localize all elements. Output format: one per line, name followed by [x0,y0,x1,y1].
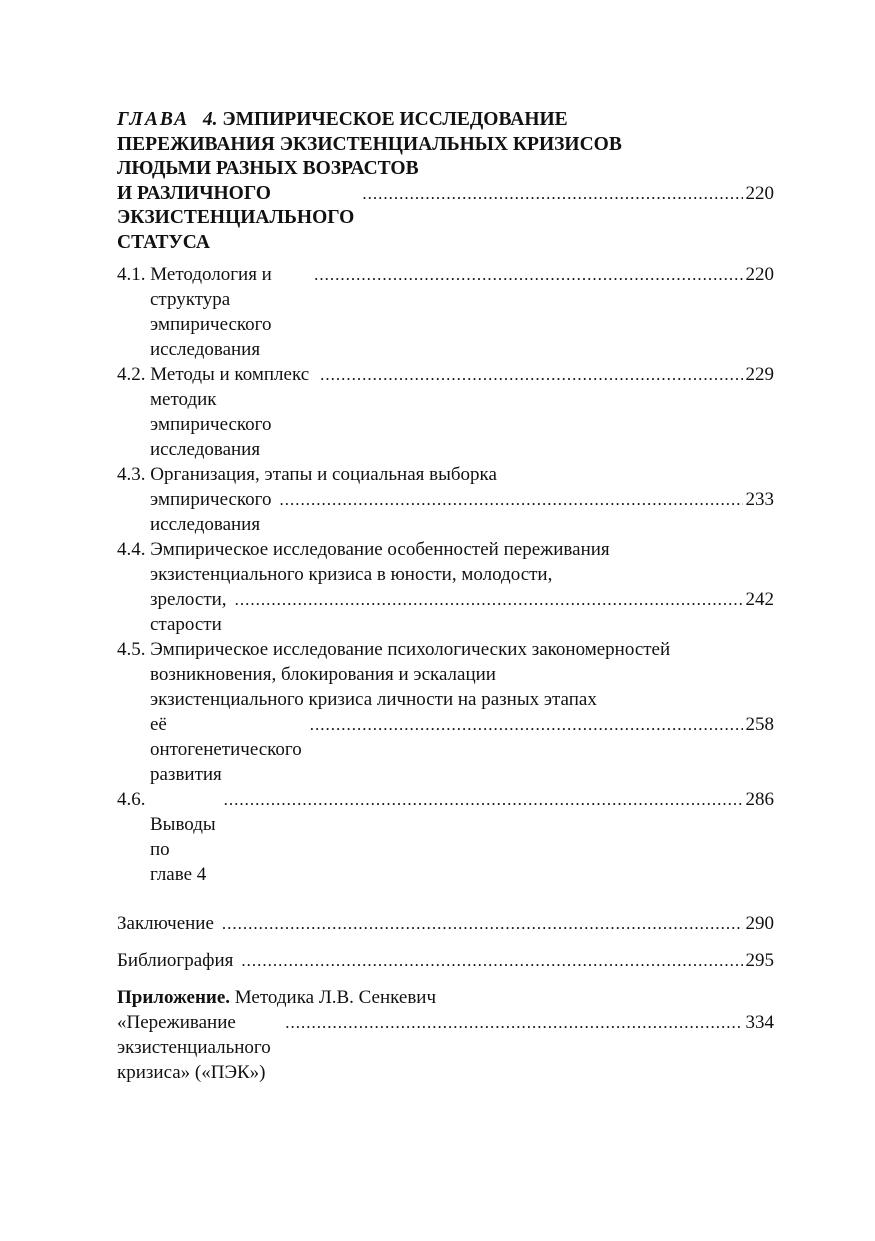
dot-leader [310,712,743,737]
table-of-contents [117,108,774,1085]
toc-entry-line [117,911,774,936]
toc-entry-line [117,637,774,662]
toc-entry-4-1[interactable] [117,262,774,362]
toc-entry-title: зрелости, старости [150,589,227,635]
page-number: 258 [745,714,774,735]
page-number: 220 [745,182,774,204]
toc-entry-4-5[interactable] [117,637,774,787]
chapter-title-text: И РАЗЛИЧНОГО ЭКЗИСТЕНЦИАЛЬНОГО СТАТУСА [117,182,355,253]
appendix-label: Приложение. [117,987,231,1008]
dot-leader [320,362,742,387]
page-number: 220 [745,264,774,285]
section-number: 4.2. [117,364,146,385]
toc-entry-conclusion[interactable] [117,911,774,936]
toc-entry-line: возникновения, блокирования и эскалации [150,664,496,685]
toc-entry-title: Библиография [117,950,234,971]
toc-entry-line [117,948,774,973]
section-number: 4.6. [117,789,146,810]
page-number: 233 [745,489,774,510]
toc-entry-appendix[interactable] [117,985,774,1085]
toc-entry-line: экзистенциального кризиса личности на разных этапах [150,689,597,710]
page-number: 290 [745,913,774,934]
dot-leader [280,487,743,512]
dot-leader [314,262,742,287]
toc-entry-title: 4.1. Методология и структура эмпирического исследования [117,264,272,360]
toc-entry-line [117,712,774,787]
chapter-title-text: ЭМПИРИЧЕСКОЕ ИССЛЕДОВАНИЕ [222,109,568,130]
toc-entry-line [117,985,774,1010]
toc-entry-line [117,487,774,537]
toc-entry-title: её онтогенетического развития [150,714,302,785]
toc-entry-line: экзистенциального кризиса в юности, молодости, [150,564,553,585]
toc-entry-title: Эмпирическое исследование психологических закономерностей [150,639,671,660]
toc-entry-line [117,587,774,637]
page-number: 295 [745,950,774,971]
page-number: 229 [745,364,774,385]
dot-leader [285,1010,742,1035]
toc-entry-line [117,787,774,887]
section-number: 4.1. [117,264,146,285]
toc-entry-line [117,462,774,487]
chapter-title-line: ПЕРЕЖИВАНИЯ ЭКЗИСТЕНЦИАЛЬНЫХ КРИЗИСОВ [117,133,622,155]
toc-entry-title: Методика Л.В. Сенкевич [234,987,437,1008]
section-number: 4.4. [117,539,146,560]
toc-entry-title: 4.2. Методы и комплекс методик эмпирического исследования [117,364,310,460]
chapter-label: ГЛАВА 4. [117,109,218,130]
page-number: 286 [745,789,774,810]
toc-entry-title: 4.6. Выводы по главе 4 [117,789,216,885]
toc-entry-title: эмпирического исследования [150,489,272,535]
toc-entry-title: Эмпирическое исследование особенностей переживания [150,539,610,560]
chapter-title-line: ЛЮДЬМИ РАЗНЫХ ВОЗРАСТОВ [117,158,419,179]
dot-leader [241,948,742,973]
page-number: 334 [745,1012,774,1033]
toc-entry-4-4[interactable] [117,537,774,637]
toc-entry-title: Заключение [117,913,214,934]
dot-leader [224,787,743,812]
chapter-title-last-line [117,182,774,256]
toc-entry-line [117,262,774,362]
page-number: 242 [745,589,774,610]
chapter-title-line [117,108,774,133]
dot-leader [222,911,743,936]
toc-entry-bibliography[interactable] [117,948,774,973]
toc-entry-4-2[interactable] [117,362,774,462]
toc-entry-title: «Переживание экзистенциального кризиса» («ПЭК») [117,1012,271,1083]
section-number: 4.5. [117,639,146,660]
toc-entry-line [117,362,774,462]
toc-entry-4-6[interactable] [117,787,774,887]
dot-leader [235,587,743,612]
toc-entry-line [117,1010,774,1085]
toc-entry-line [117,537,774,562]
toc-entry-4-3[interactable] [117,462,774,537]
toc-entry-title: Организация, этапы и социальная выборка [150,464,497,485]
section-number: 4.3. [117,464,146,485]
dot-leader [362,182,742,207]
chapter-heading [117,108,774,255]
